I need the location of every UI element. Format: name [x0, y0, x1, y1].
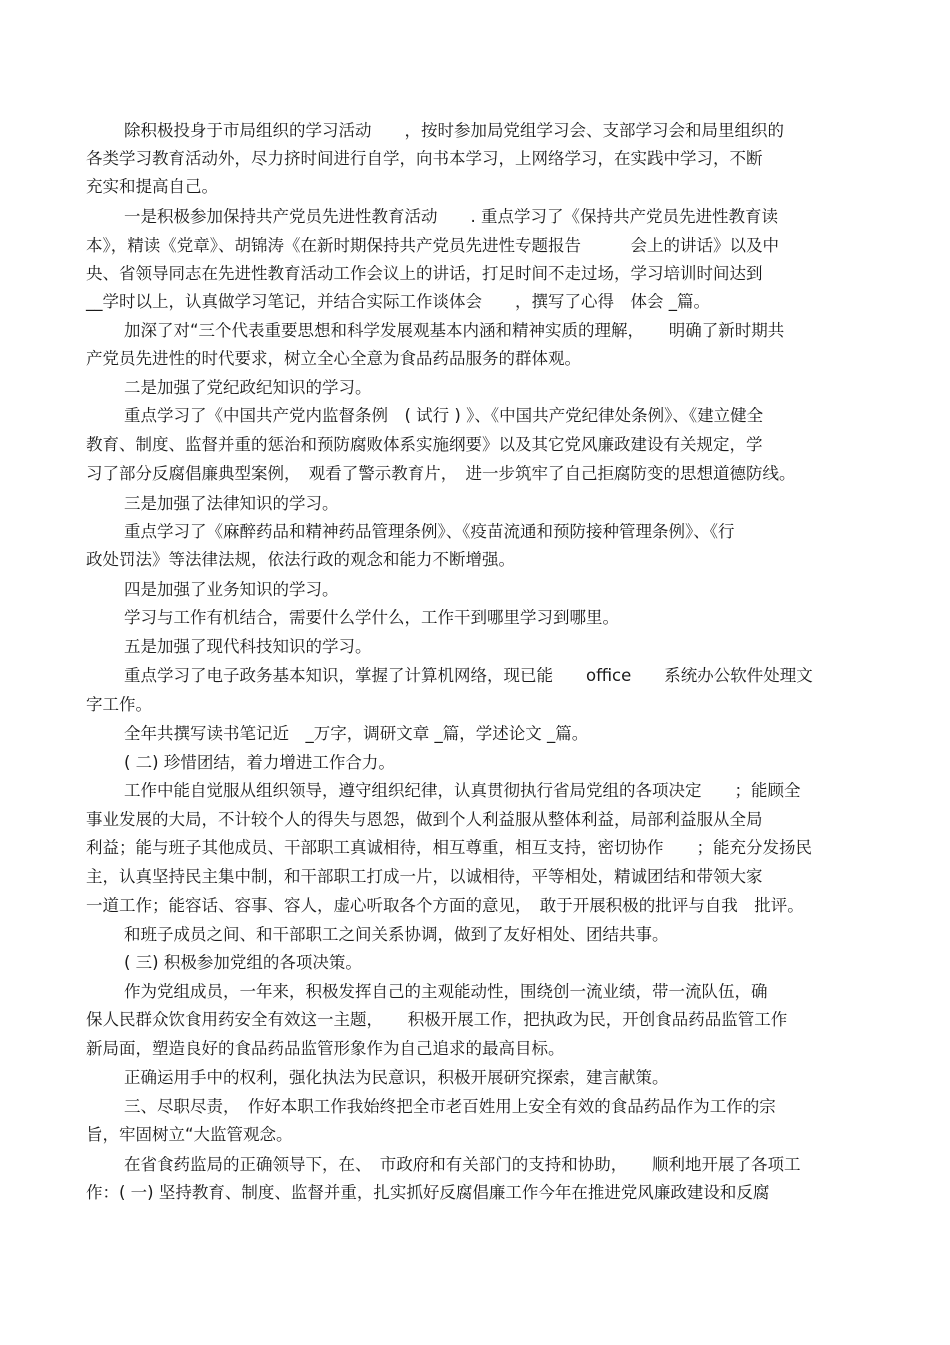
text-line: 四是加强了业务知识的学习。 [124, 580, 339, 599]
text-line: 重点学习了《中国共产党内监督条例 ( 试行 ) 》、《中国共产党纪律处条例》、《建立健全 [124, 406, 764, 425]
text-line: 产党员先进性的时代要求，树立全心全意为食品药品服务的群体观。 [86, 349, 581, 368]
text-line: 事业发展的大局，不计较个人的得失与恩怨，做到个人利益服从整体利益，局部利益服从全局 [86, 810, 763, 829]
text-line: 旨，牢固树立“大监管观念。 [86, 1125, 293, 1144]
text-line: __学时以上，认真做学习笔记，并结合实际工作谈体会 ，撰写了心得 体会 _篇。 [86, 292, 710, 311]
text-line: 全年共撰写读书笔记近 _万字，调研文章 _篇，学述论文 _篇。 [124, 724, 589, 743]
text-line: 加深了对“三个代表重要思想和科学发展观基本内涵和精神实质的理解， 明确了新时期共 [124, 321, 785, 340]
text-line: 学习与工作有机结合，需要什么学什么，工作干到哪里学习到哪里。 [124, 608, 619, 627]
text-line: 五是加强了现代科技知识的学习。 [124, 637, 372, 656]
text-line: 正确运用手中的权利，强化执法为民意识，积极开展研究探索，建言献策。 [124, 1068, 669, 1087]
text-line: 作为党组成员，一年来，积极发挥自己的主观能动性，围绕创一流业绩，带一流队伍，确 [124, 982, 768, 1001]
text-line: 作：( 一) 坚持教育、制度、监督并重，扎实抓好反腐倡廉工作今年在推进党风廉政建设和反腐 [86, 1183, 770, 1202]
text-line: 一道工作；能容话、容事、容人，虚心听取各个方面的意见， 敢于开展积极的批评与自我 批评。 [86, 896, 804, 915]
text-line: 工作中能自觉服从组织领导，遵守组织纪律，认真贯彻执行省局党组的各项决定 ；能顾全 [124, 781, 801, 800]
text-line: 字工作。 [86, 695, 152, 714]
text-line: 本》，精读《党章》、胡锦涛《在新时期保持共产党员先进性专题报告 会上的讲话》以及中 [86, 236, 779, 255]
text-line: 重点学习了电子政务基本知识，掌握了计算机网络，现已能 office 系统办公软件处理文 [124, 666, 813, 685]
text-line: 利益；能与班子其他成员、干部职工真诚相待，相互尊重，相互支持，密切协作 ；能充分发扬民 [86, 838, 812, 857]
text-line: 主，认真坚持民主集中制，和干部职工打成一片，以诚相待，平等相处，精诚团结和带领大家 [86, 867, 763, 886]
text-line: 新局面，塑造良好的食品药品监管形象作为自己追求的最高目标。 [86, 1039, 565, 1058]
text-line: 央、省领导同志在先进性教育活动工作会议上的讲话，打足时间不走过场，学习培训时间达到 [86, 264, 763, 283]
text-line: 和班子成员之间、和干部职工之间关系协调，做到了友好相处、团结共事。 [124, 925, 669, 944]
text-line: 充实和提高自己。 [86, 177, 218, 196]
text-line: 重点学习了《麻醉药品和精神药品管理条例》、《疫苗流通和预防接种管理条例》、《行 [124, 522, 735, 541]
text-line: 三是加强了法律知识的学习。 [124, 494, 339, 513]
text-line: 一是积极参加保持共产党员先进性教育活动 . 重点学习了《保持共产党员先进性教育读 [124, 207, 778, 226]
text-line: 政处罚法》等法律法规，依法行政的观念和能力不断增强。 [86, 550, 515, 569]
text-line: 在省食药监局的正确领导下，在、 市政府和有关部门的支持和协助， 顺利地开展了各项工 [124, 1155, 801, 1174]
text-line: 习了部分反腐倡廉典型案例， 观看了警示教育片， 进一步筑牢了自己拒腐防变的思想道德防线。 [86, 464, 796, 483]
text-line: 各类学习教育活动外，尽力挤时间进行自学，向书本学习，上网络学习，在实践中学习，不断 [86, 149, 763, 168]
text-line: 保人民群众饮食用药安全有效这一主题， 积极开展工作，把执政为民，开创食品药品监管工作 [86, 1010, 788, 1029]
text-line: 三、尽职尽责， 作好本职工作我始终把全市老百姓用上安全有效的食品药品作为工作的宗 [124, 1097, 776, 1116]
text-line: 除积极投身于市局组织的学习活动 ，按时参加局党组学习会、支部学习会和局里组织的 [124, 121, 784, 140]
text-line: ( 二) 珍惜团结，着力增进工作合力。 [124, 753, 395, 772]
text-line: 二是加强了党纪政纪知识的学习。 [124, 378, 372, 397]
text-line: ( 三) 积极参加党组的各项决策。 [124, 953, 362, 972]
text-line: 教育、制度、监督并重的惩治和预防腐败体系实施纲要》以及其它党风廉政建设有关规定，学 [86, 435, 763, 454]
